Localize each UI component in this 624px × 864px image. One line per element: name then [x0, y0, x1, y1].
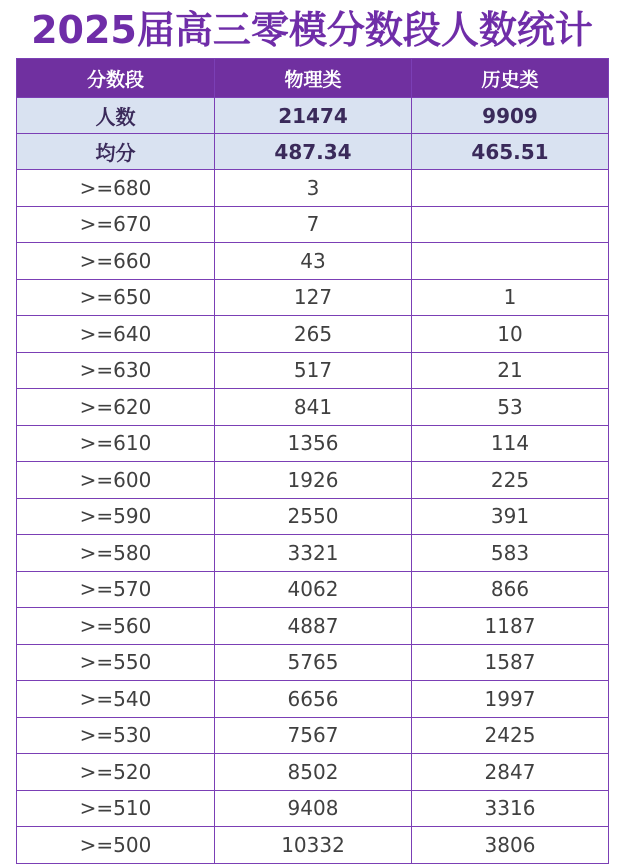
history-cell: [412, 170, 609, 207]
physics-cell: 127: [215, 279, 412, 316]
physics-cell: 841: [215, 389, 412, 426]
physics-cell: 517: [215, 352, 412, 389]
table-row: [17, 608, 609, 645]
physics-cell: 1926: [215, 462, 412, 499]
history-cell: 866: [412, 571, 609, 608]
physics-cell: 8502: [215, 754, 412, 791]
segment-cell: >=590: [17, 498, 215, 535]
summary-history-value: 9909: [412, 98, 609, 134]
table-row: [17, 790, 609, 827]
segment-cell: >=660: [17, 243, 215, 280]
table-row: [17, 352, 609, 389]
summary-row-average: [17, 134, 609, 170]
history-cell: 1: [412, 279, 609, 316]
history-cell: 2847: [412, 754, 609, 791]
history-cell: 10: [412, 316, 609, 353]
table-row: [17, 535, 609, 572]
history-cell: 1187: [412, 608, 609, 645]
summary-label: 均分: [17, 134, 215, 170]
physics-cell: 7: [215, 206, 412, 243]
history-cell: 21: [412, 352, 609, 389]
segment-cell: >=570: [17, 571, 215, 608]
table-row: [17, 425, 609, 462]
summary-row-count: [17, 98, 609, 134]
table-row: [17, 644, 609, 681]
score-distribution-table: [16, 58, 609, 864]
segment-cell: >=620: [17, 389, 215, 426]
table-row: [17, 170, 609, 207]
physics-cell: 10332: [215, 827, 412, 864]
table-row: [17, 681, 609, 718]
summary-label: 人数: [17, 98, 215, 134]
history-cell: 391: [412, 498, 609, 535]
history-cell: [412, 243, 609, 280]
segment-cell: >=680: [17, 170, 215, 207]
history-cell: 2425: [412, 717, 609, 754]
table-row: [17, 316, 609, 353]
physics-cell: 2550: [215, 498, 412, 535]
segment-cell: >=600: [17, 462, 215, 499]
summary-physics-value: 487.34: [215, 134, 412, 170]
history-cell: 114: [412, 425, 609, 462]
history-cell: 583: [412, 535, 609, 572]
table-row: [17, 206, 609, 243]
page-title: 2025届高三零模分数段人数统计: [31, 8, 593, 52]
table-row: [17, 389, 609, 426]
physics-cell: 5765: [215, 644, 412, 681]
segment-cell: >=520: [17, 754, 215, 791]
table-row: [17, 279, 609, 316]
physics-cell: 6656: [215, 681, 412, 718]
history-cell: 225: [412, 462, 609, 499]
segment-cell: >=500: [17, 827, 215, 864]
table-row: [17, 571, 609, 608]
table-row: [17, 754, 609, 791]
column-header-physics: 物理类: [215, 59, 412, 98]
physics-cell: 7567: [215, 717, 412, 754]
physics-cell: 1356: [215, 425, 412, 462]
segment-cell: >=640: [17, 316, 215, 353]
history-cell: 53: [412, 389, 609, 426]
segment-cell: >=610: [17, 425, 215, 462]
segment-cell: >=510: [17, 790, 215, 827]
column-header-history: 历史类: [412, 59, 609, 98]
summary-physics-value: 21474: [215, 98, 412, 134]
physics-cell: 43: [215, 243, 412, 280]
segment-cell: >=530: [17, 717, 215, 754]
physics-cell: 9408: [215, 790, 412, 827]
physics-cell: 3: [215, 170, 412, 207]
table-row: [17, 717, 609, 754]
history-cell: 3806: [412, 827, 609, 864]
physics-cell: 3321: [215, 535, 412, 572]
history-cell: 3316: [412, 790, 609, 827]
segment-cell: >=630: [17, 352, 215, 389]
segment-cell: >=650: [17, 279, 215, 316]
physics-cell: 4887: [215, 608, 412, 645]
segment-cell: >=670: [17, 206, 215, 243]
table-row: [17, 462, 609, 499]
segment-cell: >=540: [17, 681, 215, 718]
physics-cell: 265: [215, 316, 412, 353]
segment-cell: >=560: [17, 608, 215, 645]
segment-cell: >=550: [17, 644, 215, 681]
table-row: [17, 498, 609, 535]
summary-history-value: 465.51: [412, 134, 609, 170]
segment-cell: >=580: [17, 535, 215, 572]
history-cell: 1997: [412, 681, 609, 718]
physics-cell: 4062: [215, 571, 412, 608]
history-cell: [412, 206, 609, 243]
table-header-row: [17, 59, 609, 98]
history-cell: 1587: [412, 644, 609, 681]
table-row: [17, 243, 609, 280]
column-header-segment: 分数段: [17, 59, 215, 98]
